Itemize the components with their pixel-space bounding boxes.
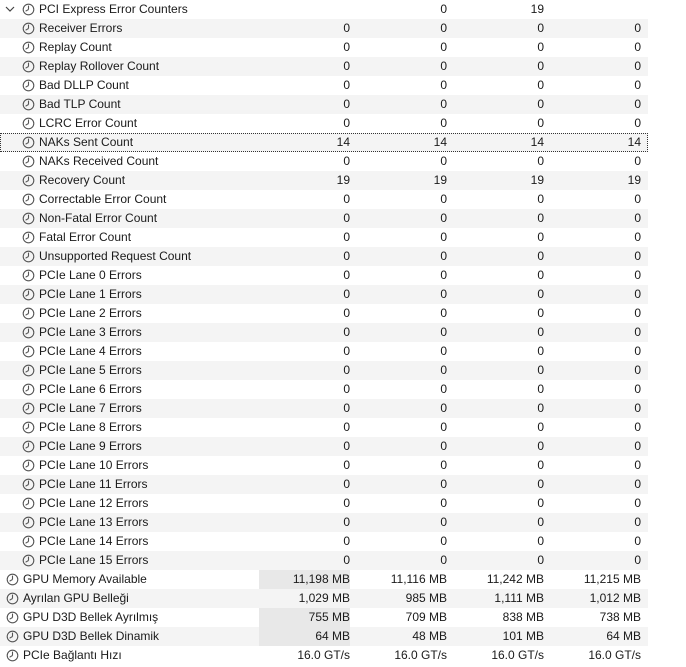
- clock-gauge-icon: [22, 155, 35, 168]
- value-cell-4: 0: [634, 420, 641, 434]
- clock-gauge-icon: [6, 611, 19, 624]
- clock-gauge-icon: [22, 288, 35, 301]
- sensor-label: GPU D3D Bellek Dinamik: [23, 629, 160, 643]
- value-cell-1: 0: [343, 420, 350, 434]
- value-cell-2: 0: [440, 439, 447, 453]
- value-cell-3: 0: [537, 458, 544, 472]
- value-cell-3: 0: [537, 534, 544, 548]
- sensor-label: NAKs Sent Count: [39, 135, 134, 149]
- tree-item-pcie-lane-13-errors[interactable]: [0, 513, 648, 532]
- value-cell-2: 0: [440, 477, 447, 491]
- value-cell-3: 0: [537, 363, 544, 377]
- clock-gauge-icon: [22, 307, 35, 320]
- value-cell-3: 0: [537, 420, 544, 434]
- value-cell-1: 0: [343, 477, 350, 491]
- value-cell-4: 0: [634, 211, 641, 225]
- value-cell-2: 14: [433, 135, 447, 149]
- value-cell-2: 0: [440, 401, 447, 415]
- value-cell-2: 19: [433, 173, 447, 187]
- value-cell-3: 0: [537, 21, 544, 35]
- tree-item-pcie-lane-2-errors[interactable]: [0, 304, 648, 323]
- value-cell-4: 0: [634, 553, 641, 567]
- value-cell-3: 0: [537, 553, 544, 567]
- clock-gauge-icon: [22, 345, 35, 358]
- sensor-label: Fatal Error Count: [39, 230, 132, 244]
- tree-item-pcie-lane-4-errors[interactable]: [0, 342, 648, 361]
- value-cell-1: 0: [343, 401, 350, 415]
- sensor-label: PCIe Bağlantı Hızı: [23, 648, 122, 662]
- value-cell-2: 0: [440, 496, 447, 510]
- tree-item-pcie-lane-7-errors[interactable]: [0, 399, 648, 418]
- value-cell-3: 101 MB: [502, 629, 544, 643]
- value-cell-4: 11,215 MB: [583, 572, 641, 586]
- value-cell-2: 0: [440, 458, 447, 472]
- sensor-label: PCIe Lane 5 Errors: [39, 363, 142, 377]
- tree-item-top-2[interactable]: [0, 608, 648, 627]
- value-cell-1: 0: [343, 154, 350, 168]
- value-cell-3: 0: [537, 477, 544, 491]
- value-cell-3: 0: [537, 78, 544, 92]
- value-cell-4: 19: [627, 173, 641, 187]
- value-cell-3: 11,242 MB: [486, 572, 544, 586]
- sensor-label: Unsupported Request Count: [39, 249, 192, 263]
- tree-item-pcie-lane-14-errors[interactable]: [0, 532, 648, 551]
- value-cell-1: 64 MB: [259, 627, 350, 646]
- value-cell-4: 0: [634, 477, 641, 491]
- value-cell-2: 0: [440, 515, 447, 529]
- sensor-label: PCIe Lane 0 Errors: [39, 268, 142, 282]
- tree-item-bad-dllp-count[interactable]: [0, 76, 648, 95]
- clock-gauge-icon: [22, 231, 35, 244]
- value-cell-3: 0: [537, 401, 544, 415]
- sensor-label: PCIe Lane 15 Errors: [39, 553, 149, 567]
- clock-gauge-icon: [22, 60, 35, 73]
- value-cell-1: 0: [343, 249, 350, 263]
- value-cell-2: 0: [440, 268, 447, 282]
- value-cell-1: 0: [343, 534, 350, 548]
- sensor-label: Replay Rollover Count: [39, 59, 160, 73]
- value-cell-4: 0: [634, 515, 641, 529]
- value-cell-1: 0: [343, 192, 350, 206]
- tree-item-correctable-error-count[interactable]: [0, 190, 648, 209]
- value-cell-2: 0: [440, 154, 447, 168]
- value-cell-4: 0: [634, 382, 641, 396]
- tree-item-fatal-error-count[interactable]: [0, 228, 648, 247]
- tree-item-pcie-lane-0-errors[interactable]: [0, 266, 648, 285]
- sensor-label: Bad TLP Count: [39, 97, 121, 111]
- value-cell-3: 14: [530, 135, 544, 149]
- value-cell-3: 0: [537, 325, 544, 339]
- value-cell-3: 0: [537, 439, 544, 453]
- value-cell-2: 0: [440, 306, 447, 320]
- value-cell-3: 19: [530, 173, 544, 187]
- value-cell-2: 0: [440, 420, 447, 434]
- value-cell-1: 0: [343, 553, 350, 567]
- value-cell-3: 0: [537, 211, 544, 225]
- tree-item-pcie-lane-3-errors[interactable]: [0, 323, 648, 342]
- value-cell-2: 0: [440, 211, 447, 225]
- value-cell-1: 0: [343, 78, 350, 92]
- sensor-label: Correctable Error Count: [39, 192, 167, 206]
- value-cell-2: 0: [440, 2, 447, 16]
- value-cell-2: 0: [440, 59, 447, 73]
- tree-item-replay-rollover-count[interactable]: [0, 57, 648, 76]
- sensor-label: Replay Count: [39, 40, 112, 54]
- clock-gauge-icon: [22, 516, 35, 529]
- value-cell-1: 0: [343, 306, 350, 320]
- value-cell-1: 16.0 GT/s: [297, 648, 350, 662]
- value-cell-4: 16.0 GT/s: [588, 648, 641, 662]
- clock-gauge-icon: [22, 212, 35, 225]
- value-cell-4: 64 MB: [606, 629, 641, 643]
- value-cell-2: 0: [440, 192, 447, 206]
- clock-gauge-icon: [22, 41, 35, 54]
- value-cell-3: 0: [537, 116, 544, 130]
- value-cell-4: 0: [634, 363, 641, 377]
- value-cell-1: 0: [343, 458, 350, 472]
- value-cell-2: 48 MB: [412, 629, 447, 643]
- value-cell-2: 0: [440, 78, 447, 92]
- value-cell-1: 11,198 MB: [259, 570, 350, 589]
- value-cell-3: 0: [537, 154, 544, 168]
- value-cell-4: 0: [634, 344, 641, 358]
- clock-gauge-icon: [22, 478, 35, 491]
- sensor-label: PCIe Lane 9 Errors: [39, 439, 142, 453]
- value-cell-4: 0: [634, 230, 641, 244]
- tree-group-pci-express-error-counters[interactable]: [0, 0, 648, 19]
- value-cell-2: 0: [440, 40, 447, 54]
- value-cell-4: 738 MB: [599, 610, 641, 624]
- value-cell-3: 0: [537, 344, 544, 358]
- clock-gauge-icon: [22, 98, 35, 111]
- value-cell-3: 0: [537, 192, 544, 206]
- value-cell-4: 0: [634, 458, 641, 472]
- value-cell-4: 0: [634, 97, 641, 111]
- clock-gauge-icon: [22, 250, 35, 263]
- sensor-label: Recovery Count: [39, 173, 126, 187]
- tree-item-unsupported-request-count[interactable]: [0, 247, 648, 266]
- tree-item-recovery-count[interactable]: [0, 171, 648, 190]
- value-cell-1: 0: [343, 363, 350, 377]
- clock-gauge-icon: [6, 592, 19, 605]
- value-cell-1: 0: [343, 325, 350, 339]
- clock-gauge-icon: [22, 421, 35, 434]
- value-cell-4: 0: [634, 268, 641, 282]
- tree-item-naks-sent-count[interactable]: [0, 133, 648, 152]
- tree-item-pcie-lane-9-errors[interactable]: [0, 437, 648, 456]
- value-cell-4: 14: [627, 135, 641, 149]
- clock-gauge-icon: [22, 22, 35, 35]
- value-cell-1: 0: [343, 344, 350, 358]
- value-cell-2: 0: [440, 325, 447, 339]
- value-cell-1: 0: [343, 496, 350, 510]
- sensor-label: PCIe Lane 1 Errors: [39, 287, 142, 301]
- clock-gauge-icon: [22, 535, 35, 548]
- clock-gauge-icon: [22, 554, 35, 567]
- sensor-label: PCIe Lane 3 Errors: [39, 325, 142, 339]
- clock-gauge-icon: [22, 402, 35, 415]
- value-cell-3: 16.0 GT/s: [491, 648, 544, 662]
- value-cell-4: 0: [634, 154, 641, 168]
- value-cell-2: 0: [440, 344, 447, 358]
- value-cell-1: 0: [343, 40, 350, 54]
- tree-item-non-fatal-error-count[interactable]: [0, 209, 648, 228]
- sensor-label: LCRC Error Count: [39, 116, 138, 130]
- tree-item-lcrc-error-count[interactable]: [0, 114, 648, 133]
- sensor-label: PCIe Lane 7 Errors: [39, 401, 142, 415]
- clock-gauge-icon: [22, 497, 35, 510]
- value-cell-2: 0: [440, 534, 447, 548]
- value-cell-2: 0: [440, 287, 447, 301]
- clock-gauge-icon: [22, 383, 35, 396]
- value-cell-2: 0: [440, 363, 447, 377]
- sensor-label: PCIe Lane 14 Errors: [39, 534, 149, 548]
- value-cell-4: 0: [634, 287, 641, 301]
- tree-item-receiver-errors[interactable]: [0, 19, 648, 38]
- value-cell-1: 0: [343, 211, 350, 225]
- value-cell-3: 0: [537, 382, 544, 396]
- value-cell-3: 0: [537, 97, 544, 111]
- value-cell-2: 0: [440, 230, 447, 244]
- value-cell-1: 0: [343, 439, 350, 453]
- chevron-down-icon[interactable]: [4, 3, 16, 15]
- value-cell-1: 1,029 MB: [298, 591, 350, 605]
- tree-item-pcie-lane-6-errors[interactable]: [0, 380, 648, 399]
- tree-item-pcie-lane-1-errors[interactable]: [0, 285, 648, 304]
- value-cell-2: 11,116 MB: [390, 572, 447, 586]
- value-cell-4: 0: [634, 21, 641, 35]
- sensor-label: Non-Fatal Error Count: [39, 211, 158, 225]
- value-cell-4: 0: [634, 116, 641, 130]
- tree-item-bad-tlp-count[interactable]: [0, 95, 648, 114]
- sensor-label: Receiver Errors: [39, 21, 123, 35]
- value-cell-4: 0: [634, 40, 641, 54]
- value-cell-3: 838 MB: [502, 610, 544, 624]
- value-cell-3: 0: [537, 59, 544, 73]
- clock-gauge-icon: [22, 79, 35, 92]
- value-cell-3: 0: [537, 249, 544, 263]
- value-cell-2: 709 MB: [405, 610, 447, 624]
- tree-item-replay-count[interactable]: [0, 38, 648, 57]
- sensor-label: PCIe Lane 10 Errors: [39, 458, 149, 472]
- value-cell-3: 1,111 MB: [494, 591, 544, 605]
- value-cell-2: 0: [440, 116, 447, 130]
- value-cell-4: 0: [634, 325, 641, 339]
- tree-item-pcie-lane-15-errors[interactable]: [0, 551, 648, 570]
- value-cell-4: 0: [634, 496, 641, 510]
- value-cell-3: 0: [537, 496, 544, 510]
- value-cell-1: 0: [343, 268, 350, 282]
- tree-item-pcie-lane-8-errors[interactable]: [0, 418, 648, 437]
- tree-item-top-0[interactable]: [0, 570, 648, 589]
- clock-gauge-icon: [22, 440, 35, 453]
- value-cell-4: 1,012 MB: [589, 591, 641, 605]
- value-cell-1: 0: [343, 287, 350, 301]
- clock-gauge-icon: [22, 136, 35, 149]
- value-cell-1: 0: [343, 515, 350, 529]
- value-cell-4: 0: [634, 401, 641, 415]
- value-cell-1: 19: [336, 173, 350, 187]
- value-cell-2: 16.0 GT/s: [394, 648, 447, 662]
- value-cell-2: 0: [440, 553, 447, 567]
- clock-gauge-icon: [6, 630, 19, 643]
- clock-gauge-icon: [6, 649, 19, 662]
- sensor-label: PCI Express Error Counters: [39, 2, 188, 16]
- clock-gauge-icon: [22, 117, 35, 130]
- sensor-label: PCIe Lane 8 Errors: [39, 420, 142, 434]
- tree-item-top-1[interactable]: [0, 589, 648, 608]
- value-cell-2: 0: [440, 21, 447, 35]
- value-cell-3: 0: [537, 306, 544, 320]
- value-cell-4: 0: [634, 192, 641, 206]
- sensor-label: PCIe Lane 13 Errors: [39, 515, 149, 529]
- value-cell-4: 0: [634, 59, 641, 73]
- clock-gauge-icon: [22, 193, 35, 206]
- tree-item-pcie-lane-10-errors[interactable]: [0, 456, 648, 475]
- value-cell-3: 19: [530, 2, 544, 16]
- value-cell-3: 0: [537, 515, 544, 529]
- tree-item-top-3[interactable]: [0, 627, 648, 646]
- tree-item-pcie-lane-5-errors[interactable]: [0, 361, 648, 380]
- value-cell-2: 0: [440, 249, 447, 263]
- clock-gauge-icon: [22, 174, 35, 187]
- value-cell-3: 0: [537, 40, 544, 54]
- value-cell-2: 0: [440, 97, 447, 111]
- value-cell-4: 0: [634, 78, 641, 92]
- clock-gauge-icon: [22, 364, 35, 377]
- value-cell-1: 0: [343, 97, 350, 111]
- value-cell-3: 0: [537, 230, 544, 244]
- clock-gauge-icon: [22, 269, 35, 282]
- tree-item-pcie-lane-11-errors[interactable]: [0, 475, 648, 494]
- clock-gauge-icon: [22, 459, 35, 472]
- value-cell-2: 0: [440, 382, 447, 396]
- value-cell-1: 0: [343, 116, 350, 130]
- sensor-label: PCIe Lane 12 Errors: [39, 496, 149, 510]
- sensor-label: NAKs Received Count: [39, 154, 159, 168]
- value-cell-4: 0: [634, 534, 641, 548]
- value-cell-2: 985 MB: [405, 591, 447, 605]
- sensor-label: Bad DLLP Count: [39, 78, 129, 92]
- value-cell-1: 0: [343, 59, 350, 73]
- sensor-label: GPU Memory Available: [23, 572, 147, 586]
- sensor-label: PCIe Lane 11 Errors: [39, 477, 148, 491]
- value-cell-3: 0: [537, 268, 544, 282]
- value-cell-1: 0: [343, 230, 350, 244]
- value-cell-1: 0: [343, 382, 350, 396]
- value-cell-4: 0: [634, 306, 641, 320]
- value-cell-1: 755 MB: [259, 608, 350, 627]
- sensor-label: GPU D3D Bellek Ayrılmış: [23, 610, 159, 624]
- tree-item-top-4[interactable]: [0, 646, 648, 665]
- value-cell-4: 0: [634, 439, 641, 453]
- sensor-label: Ayrılan GPU Belleği: [23, 591, 129, 605]
- value-cell-4: 0: [634, 249, 641, 263]
- clock-gauge-icon: [22, 3, 35, 16]
- sensor-label: PCIe Lane 4 Errors: [39, 344, 142, 358]
- tree-item-naks-received-count[interactable]: [0, 152, 648, 171]
- tree-item-pcie-lane-12-errors[interactable]: [0, 494, 648, 513]
- sensor-label: PCIe Lane 2 Errors: [39, 306, 142, 320]
- value-cell-3: 0: [537, 287, 544, 301]
- clock-gauge-icon: [6, 573, 19, 586]
- clock-gauge-icon: [22, 326, 35, 339]
- sensor-label: PCIe Lane 6 Errors: [39, 382, 142, 396]
- value-cell-1: 0: [343, 21, 350, 35]
- value-cell-1: 14: [336, 135, 350, 149]
